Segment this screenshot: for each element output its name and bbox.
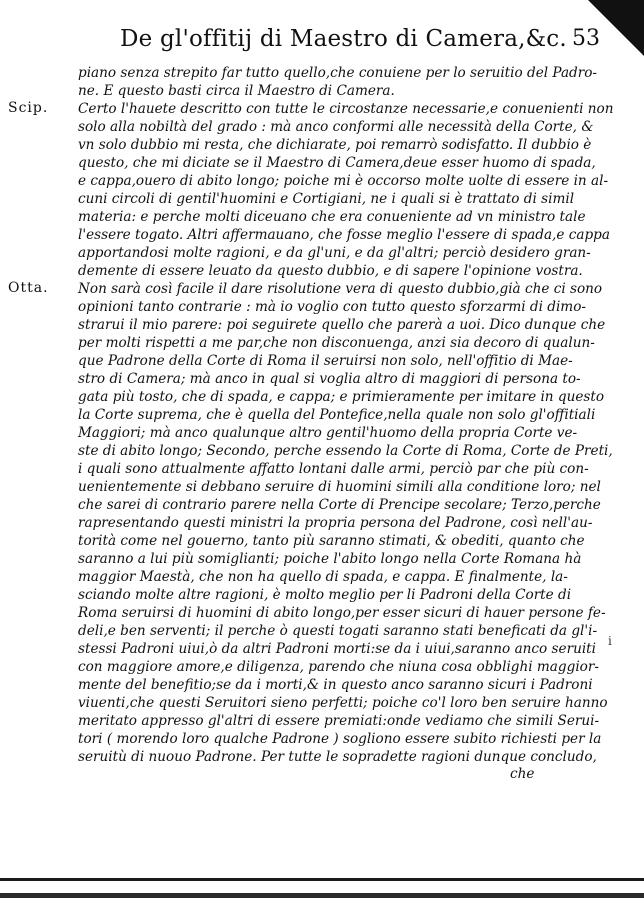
text-line: mente del benefitio;se da i morti,& in questo anco saranno sicuri i Padroni xyxy=(78,677,593,693)
speaker-label: Scip. xyxy=(8,100,49,116)
speaker-label: Otta. xyxy=(8,280,49,296)
text-line: gata più tosto, che di spada, e cappa; e primieramente per imitare in questo xyxy=(78,389,605,405)
text-line: la Corte suprema, che è quella del Pontefice,nella quale non solo gl'offitiali xyxy=(78,407,596,423)
text-line: meritato appresso gl'altri di essere premiati:onde vediamo che simili Serui- xyxy=(78,713,600,729)
text-line: demente di essere leuato da questo dubbio, e di sapere l'opinione vostra. xyxy=(78,263,583,279)
page-number: 53 xyxy=(572,26,600,51)
text-line: strarui il mio parere: poi seguirete quello che parerà a uoi. Dico dunque che xyxy=(78,317,606,333)
text-line: torità come nel gouerno, tanto più saranno stimati, & obediti, quanto che xyxy=(78,533,585,549)
text-line: che sarei di contrario parere nella Corte di Prencipe secolare; Terzo,perche xyxy=(78,497,601,513)
text-line: opinioni tanto contrarie : mà io voglio con tutto questo sforzarmi di dimo- xyxy=(78,299,586,315)
text-line: piano senza strepito far tutto quello,che conuiene per lo seruitio del Padro- xyxy=(78,65,598,81)
text-line: seruitù di nuouo Padrone. Per tutte le sopradette ragioni dunque concludo, xyxy=(78,749,597,765)
text-line: sciando molte altre ragioni, è molto meglio per li Padroni della Corte di xyxy=(78,587,572,603)
margin-mark: i xyxy=(608,634,612,648)
text-line: Non sarà così facile il dare risolutione vera di questo dubbio,già che ci sono xyxy=(78,281,603,297)
text-line: saranno a lui più somiglianti; poiche l'abito longo nella Corte Romana hà xyxy=(78,551,582,567)
text-line: l'essere togato. Altri affermauano, che fosse meglio l'essere di spada,e cappa xyxy=(78,227,610,243)
text-line: per molti rispetti a me par,che non disconuenga, anzi sia decoro di qualun- xyxy=(78,335,595,351)
text-line: ste di abito longo; Secondo, perche essendo la Corte di Roma, Corte de Preti, xyxy=(78,443,613,459)
text-line: tori ( morendo loro qualche Padrone ) sogliono essere subito richiesti per la xyxy=(78,731,602,747)
text-line: Certo l'hauete descritto con tutte le circostanze necessarie,e conuenienti non xyxy=(78,101,614,117)
text-line: vn solo dubbio mi resta, che dichiarate, poi remarrò sodisfatto. Il dubbio è xyxy=(78,137,592,153)
text-line: solo alla nobiltà del grado : mà anco conformi alle necessità della Corte, & xyxy=(78,119,594,135)
text-line: maggior Maestà, che non ha quello di spada, e cappa. E finalmente, la- xyxy=(78,569,568,585)
text-line: uenientemente si debbano seruire di huomini simili alla conditione loro; nel xyxy=(78,479,601,495)
text-line: viuenti,che questi Seruitori sieno perfetti; poiche co'l loro ben seruire hanno xyxy=(78,695,608,711)
text-line: cuni circoli di gentil'huomini e Cortigiani, ne i quali si è trattato di simil xyxy=(78,191,575,207)
text-line: Roma seruirsi di huomini di abito longo,per esser sicuri di hauer persone fe- xyxy=(78,605,606,621)
text-line: i quali sono attualmente affatto lontani dalle armi, perciò par che più con- xyxy=(78,461,589,477)
running-head: De gl'offitij di Maestro di Camera,&c. xyxy=(120,26,567,52)
catchword: che xyxy=(510,766,535,782)
text-line: Maggiori; mà anco qualunque altro gentil'huomo della propria Corte ve- xyxy=(78,425,578,441)
page-header xyxy=(120,26,600,62)
page-bottom-edge xyxy=(0,878,644,900)
text-line: questo, che mi diciate se il Maestro di Camera,deue esser huomo di spada, xyxy=(78,155,596,171)
text-line: apportandosi molte ragioni, e da gl'uni, e da gl'altri; perciò desidero gran- xyxy=(78,245,591,261)
text-line: stro di Camera; mà anco in qual si voglia altro di maggiori di persona to- xyxy=(78,371,581,387)
text-line: deli,e ben serventi; il perche ò questi togati saranno stati beneficati da gl'i- xyxy=(78,623,598,639)
text-line: que Padrone della Corte di Roma il seruirsi non solo, nell'offitio di Mae- xyxy=(78,353,573,369)
text-line: con maggiore amore,e diligenza, parendo che niuna cosa obblighi maggior- xyxy=(78,659,599,675)
text-line: stessi Padroni uiui,ò da altri Padroni morti:se da i uiui,saranno anco seruiti xyxy=(78,641,596,657)
text-line: materia: e perche molti diceuano che era conueniente ad vn ministro tale xyxy=(78,209,586,225)
text-line: ne. E questo basti circa il Maestro di Camera. xyxy=(78,83,395,99)
text-line: rapresentando questi ministri la propria persona del Padrone, così nell'au- xyxy=(78,515,593,531)
text-line: e cappa,ouero di abito longo; poiche mi è occorso molte uolte di essere in al- xyxy=(78,173,609,189)
